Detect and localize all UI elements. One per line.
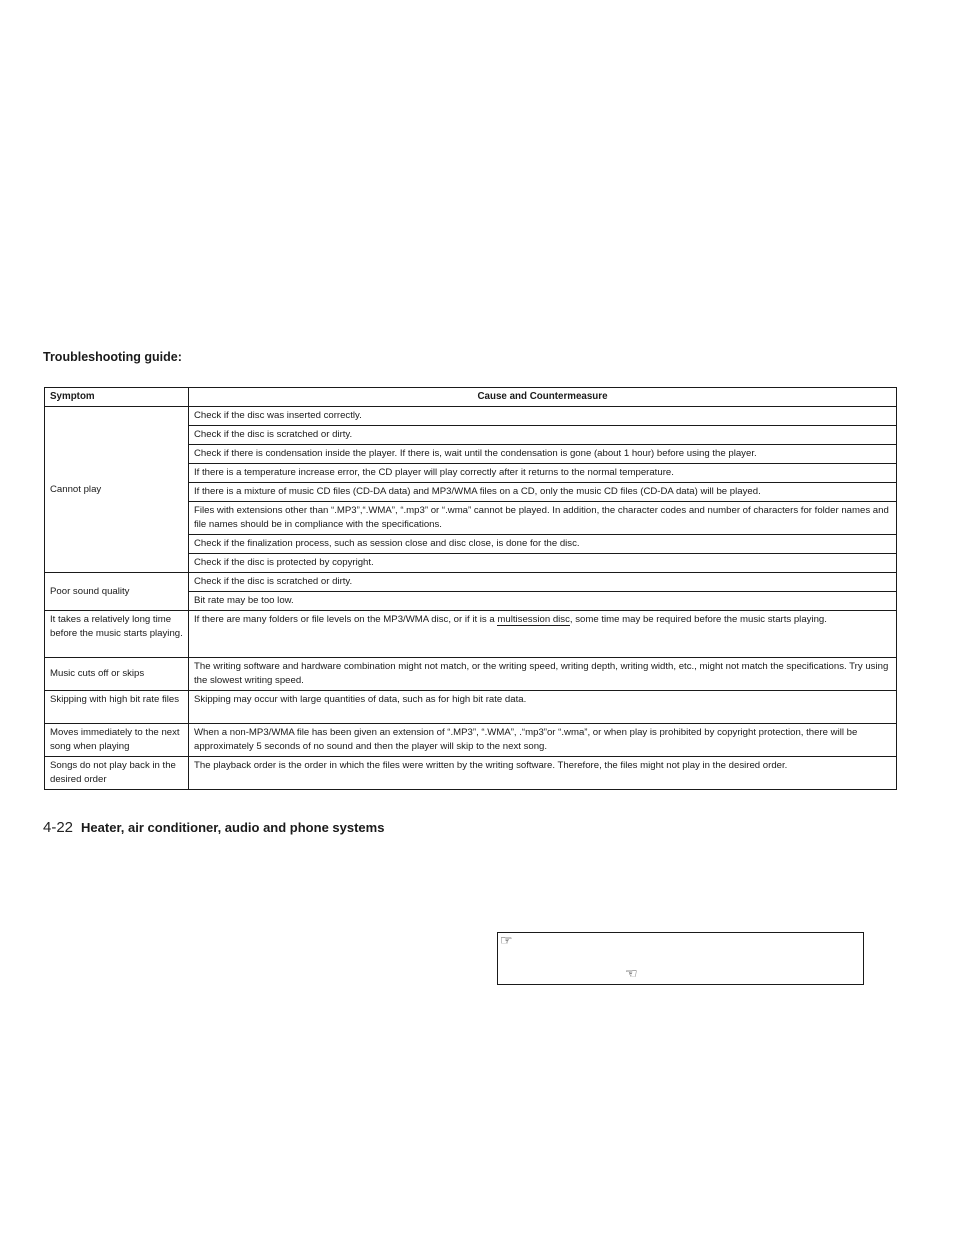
page-footer [43, 819, 384, 836]
reference-hand-icon: ☞ [500, 932, 513, 948]
section-title: Troubleshooting guide: [43, 350, 182, 364]
table-row [45, 658, 897, 691]
cause-cell: If there is a mixture of music CD files (CD-DA data) and MP3/WMA files on a CD, only the music CD files (CD-DA data) will be played. [189, 483, 897, 502]
cause-text: , some time may be required before the music starts playing. [569, 614, 827, 625]
symptom-header: Symptom [45, 388, 189, 407]
table-row [45, 611, 897, 658]
table-row [45, 757, 897, 790]
symptom-cell: Moves immediately to the next song when playing [45, 724, 189, 757]
troubleshooting-table [44, 387, 897, 790]
cause-cell: Files with extensions other than “.MP3”,“.WMA”, “.mp3” or “.wma” cannot be played. In addition, the character codes and number of characters for folder names and file names should be in compliance with the specifications. [189, 502, 897, 535]
cause-cell: Check if there is condensation inside the player. If there is, wait until the condensation is gone (about 1 hour) before using the player. [189, 445, 897, 464]
symptom-cell: Cannot play [45, 407, 189, 573]
cause-cell: The playback order is the order in which the files were written by the writing software. Therefore, the files might not play in the desired order. [189, 757, 897, 790]
table-row [45, 407, 897, 426]
table-row [45, 691, 897, 724]
cause-cell: When a non-MP3/WMA file has been given an extension of “.MP3”, “.WMA”, .“mp3”or “.wma”, or when play is prohibited by copyright protection, there will be approximately 5 seconds of no sound and then the player will skip to the next song. [189, 724, 897, 757]
note-box [497, 932, 864, 985]
symptom-cell: Poor sound quality [45, 573, 189, 611]
cause-cell: The writing software and hardware combination might not match, or the writing speed, writing depth, writing width, etc., might not match the specifications. Try using the slowest writing speed. [189, 658, 897, 691]
cause-text: If there are many folders or file levels on the MP3/WMA disc, or if it is a [194, 614, 498, 625]
symptom-cell: Skipping with high bit rate files [45, 691, 189, 724]
page-number: 4-22 [43, 819, 74, 836]
chapter-title: Heater, air conditioner, audio and phone systems [81, 820, 385, 835]
cause-cell: Skipping may occur with large quantities of data, such as for high bit rate data. [189, 691, 897, 724]
cause-header: Cause and Countermeasure [189, 388, 897, 407]
symptom-cell: Music cuts off or skips [45, 658, 189, 691]
table-row [45, 573, 897, 592]
cause-cell: Check if the disc is scratched or dirty. [189, 426, 897, 445]
cause-cell: Check if the disc was inserted correctly. [189, 407, 897, 426]
table-header-row [45, 388, 897, 407]
cause-cell: Check if the finalization process, such as session close and disc close, is done for the disc. [189, 535, 897, 554]
pointing-hand-icon: ☜ [625, 965, 638, 981]
table-row [45, 724, 897, 757]
symptom-cell: It takes a relatively long time before the music starts playing. [45, 611, 189, 658]
cause-cell: Check if the disc is protected by copyright. [189, 554, 897, 573]
cause-cell [189, 611, 897, 658]
symptom-cell: Songs do not play back in the desired order [45, 757, 189, 790]
cause-cell: Bit rate may be too low. [189, 592, 897, 611]
cause-cell: Check if the disc is scratched or dirty. [189, 573, 897, 592]
cause-cell: If there is a temperature increase error, the CD player will play correctly after it returns to the normal temperature. [189, 464, 897, 483]
multisession-disc-link[interactable]: multisession disc [497, 614, 570, 625]
